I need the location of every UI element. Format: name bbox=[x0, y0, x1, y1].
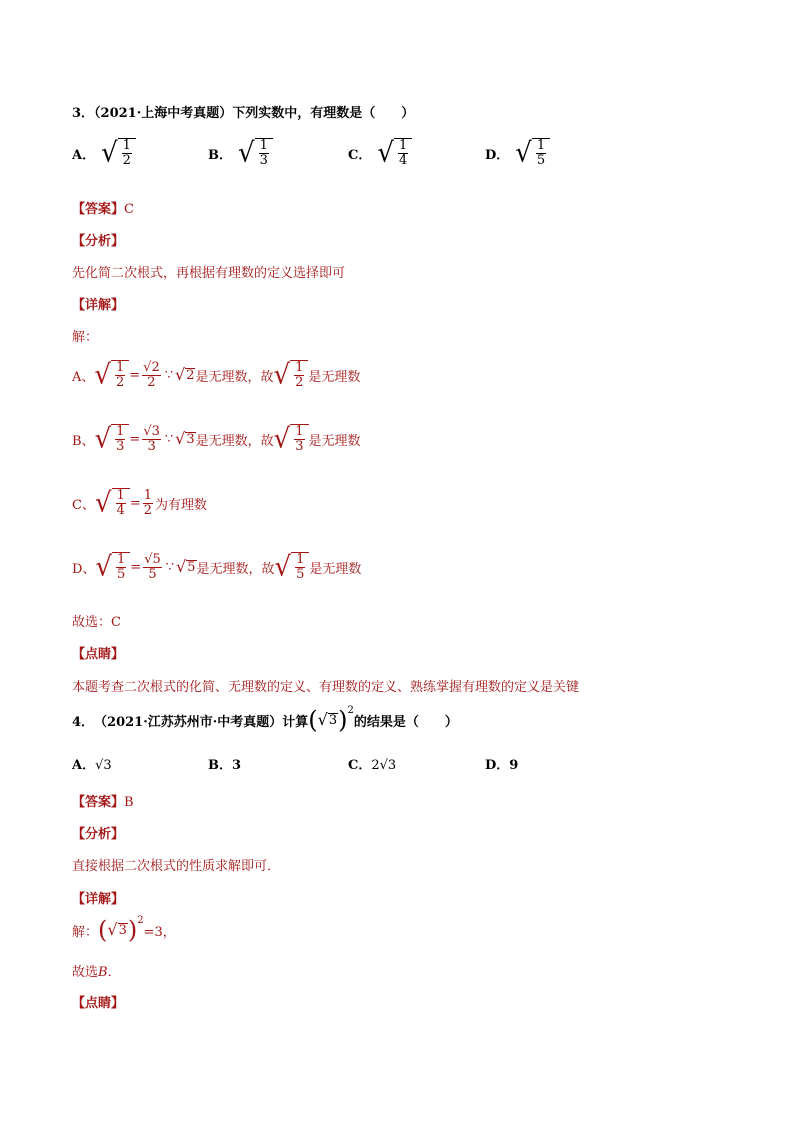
option-d bbox=[485, 138, 550, 169]
line-label: B、 bbox=[72, 433, 95, 449]
line-text: 是无理数 bbox=[309, 561, 362, 577]
answer-section bbox=[72, 198, 134, 217]
numerator: 1 bbox=[295, 360, 304, 375]
denominator: 4 bbox=[398, 153, 408, 169]
denominator: 3 bbox=[116, 439, 125, 455]
detail-line-c: C、 √ $\frac{1}{4}$ = $\frac{1}{2}$ 为有理数 bbox=[72, 487, 208, 520]
sqrt-fraction: √ $\frac{1}{4}$ bbox=[95, 488, 130, 519]
numerator: 1 bbox=[117, 552, 126, 567]
detail-tag: 【详解】 bbox=[72, 298, 125, 313]
detail-line-d: D、 √ $\frac{1}{5}$ = $\frac{√5}{5}$ ∵ √ 5 是无理数，故 √ $\frac{1}{5}$ 是无理数 bbox=[72, 551, 362, 584]
conclusion-letter: B bbox=[98, 965, 108, 980]
question-text: 下列实数中，有理数是（ ） bbox=[232, 106, 415, 121]
result-numerator: √2 bbox=[143, 359, 160, 375]
numerator: 1 bbox=[116, 424, 125, 439]
radicand: 3 bbox=[328, 712, 338, 728]
radicand: 2 bbox=[186, 368, 195, 383]
option-value: 3 bbox=[232, 758, 242, 773]
analysis-tag: 【分析】 bbox=[72, 234, 125, 249]
option-a bbox=[72, 138, 136, 169]
numerator: 1 bbox=[536, 138, 546, 153]
numerator: 1 bbox=[296, 552, 305, 567]
power-expression: ( √ 3 ) 2 bbox=[308, 704, 354, 734]
answer-section bbox=[72, 791, 134, 810]
denominator: 5 bbox=[296, 567, 305, 583]
question-text: 的结果是（ ） bbox=[353, 714, 458, 730]
answer-value: B bbox=[124, 795, 134, 810]
denominator: 5 bbox=[536, 153, 546, 169]
detail-intro: 解： bbox=[72, 924, 99, 940]
line-text: 是无理数，故 bbox=[196, 561, 275, 577]
line-text: 是无理数，故 bbox=[195, 433, 274, 449]
option-value: 2√3 bbox=[371, 758, 397, 773]
option-c bbox=[348, 754, 396, 773]
because-symbol: ∵ bbox=[164, 367, 173, 383]
comment-text: 本题考查二次根式的化简、无理数的定义、有理数的定义、熟练掌握有理数的定义是关键 bbox=[72, 680, 580, 695]
sqrt-fraction: √ $\frac{1}{5}$ bbox=[515, 138, 550, 169]
question-source: （2021·江苏苏州市·中考真题） bbox=[94, 714, 283, 730]
detail-result: =3， bbox=[143, 924, 176, 940]
question-source: （2021·上海中考真题） bbox=[94, 106, 233, 121]
result-numerator: √3 bbox=[143, 423, 160, 439]
question-4-stem bbox=[72, 704, 458, 734]
option-letter: A． bbox=[72, 758, 96, 773]
conclusion-suffix: ． bbox=[107, 965, 121, 980]
result-denominator: 2 bbox=[143, 502, 152, 518]
option-c bbox=[348, 138, 412, 169]
denominator: 4 bbox=[116, 503, 125, 519]
analysis-text: 先化简二次根式，再根据有理数的定义选择即可 bbox=[72, 266, 346, 281]
option-value: 9 bbox=[509, 758, 519, 773]
sqrt-value: √ 2 bbox=[175, 365, 195, 385]
denominator: 3 bbox=[259, 153, 268, 169]
analysis-text: 直接根据二次根式的性质求解即可． bbox=[72, 859, 281, 874]
radicand: 3 bbox=[186, 432, 195, 447]
radicand: 5 bbox=[187, 560, 196, 575]
numerator: 1 bbox=[116, 488, 125, 503]
conclusion-text bbox=[72, 961, 121, 980]
line-label: D、 bbox=[72, 561, 96, 577]
line-text: 是无理数，故 bbox=[195, 369, 274, 385]
option-a bbox=[72, 754, 112, 773]
result-numerator: 1 bbox=[143, 487, 152, 503]
option-letter: C． bbox=[348, 147, 372, 163]
power-expression: ( √ 3 ) 2 bbox=[98, 914, 144, 944]
result-numerator: √5 bbox=[144, 551, 161, 567]
line-text: 是无理数 bbox=[308, 369, 361, 385]
denominator: 3 bbox=[295, 439, 304, 455]
option-b bbox=[208, 754, 241, 773]
denominator: 2 bbox=[115, 375, 125, 391]
option-letter: C． bbox=[348, 758, 372, 773]
question-text: 计算 bbox=[282, 714, 309, 730]
answer-tag: 【答案】 bbox=[72, 795, 125, 810]
line-label: C、 bbox=[72, 497, 95, 513]
numerator: 1 bbox=[259, 138, 268, 153]
option-letter: B． bbox=[208, 758, 232, 773]
line-text: 为有理数 bbox=[155, 497, 208, 513]
numerator: 1 bbox=[115, 360, 125, 375]
detail-intro: 解： bbox=[72, 330, 99, 345]
answer-tag: 【答案】 bbox=[72, 202, 125, 217]
option-d bbox=[485, 754, 518, 773]
because-symbol: ∵ bbox=[164, 431, 174, 447]
result-denominator: 5 bbox=[148, 566, 157, 582]
detail-tag: 【详解】 bbox=[72, 892, 125, 907]
conclusion-prefix: 故选 bbox=[72, 965, 99, 980]
comment-tag: 【点睛】 bbox=[72, 647, 125, 662]
question-number: 3． bbox=[72, 106, 95, 121]
line-text: 是无理数 bbox=[308, 433, 361, 449]
detail-line-b: B、 √ $\frac{1}{3}$ = $\frac{√3}{3}$ ∵ √ 3 是无理数，故 √ $\frac{1}{3}$ 是无理数 bbox=[72, 423, 361, 456]
answer-value: C bbox=[124, 202, 134, 217]
detail-line-a: A、 √ $\frac{1}{2}$ = $\frac{√2}{2}$ ∵ √ 2 是无理数，故 √ $\frac{1}{2}$ 是无理数 bbox=[72, 359, 361, 392]
result-denominator: 2 bbox=[147, 374, 156, 390]
denominator: 2 bbox=[295, 375, 304, 391]
analysis-tag: 【分析】 bbox=[72, 827, 125, 842]
question-number: 4． bbox=[72, 714, 95, 730]
sqrt-fraction: √ $\frac{1}{2}$ bbox=[101, 138, 136, 169]
denominator: 5 bbox=[117, 567, 126, 583]
numerator: 1 bbox=[295, 424, 304, 439]
radicand: 3 bbox=[118, 922, 127, 938]
option-letter: B． bbox=[208, 147, 232, 163]
option-b bbox=[208, 138, 273, 169]
conclusion-text: 故选：C bbox=[72, 615, 121, 630]
option-letter: D． bbox=[485, 147, 510, 163]
sqrt-fraction: √ $\frac{1}{5}$ bbox=[275, 552, 310, 583]
option-letter: D． bbox=[485, 758, 510, 773]
because-symbol: ∵ bbox=[165, 559, 175, 575]
option-letter: A． bbox=[72, 147, 96, 163]
sqrt-value: √ 3 bbox=[175, 429, 195, 449]
sqrt-fraction: √ $\frac{1}{5}$ bbox=[95, 552, 130, 583]
sqrt-fraction: √ $\frac{1}{4}$ bbox=[377, 138, 412, 169]
sqrt-fraction: √ $\frac{1}{3}$ bbox=[274, 424, 309, 455]
sqrt-fraction: √ $\frac{1}{2}$ bbox=[94, 360, 129, 391]
detail-line bbox=[72, 914, 176, 944]
exponent: 2 bbox=[137, 914, 144, 926]
sqrt-value: √ 5 bbox=[176, 557, 196, 577]
numerator: 1 bbox=[122, 138, 131, 153]
denominator: 2 bbox=[122, 153, 131, 169]
numerator: 1 bbox=[398, 138, 408, 153]
line-label: A、 bbox=[72, 369, 95, 385]
question-3-stem bbox=[72, 102, 414, 121]
comment-tag: 【点睛】 bbox=[72, 996, 125, 1011]
option-value: √3 bbox=[95, 758, 112, 773]
sqrt-fraction: √ $\frac{1}{3}$ bbox=[238, 138, 273, 169]
sqrt-fraction: √ $\frac{1}{2}$ bbox=[274, 360, 309, 391]
result-denominator: 3 bbox=[147, 438, 156, 454]
sqrt-fraction: √ $\frac{1}{3}$ bbox=[95, 424, 130, 455]
exponent: 2 bbox=[347, 704, 354, 716]
